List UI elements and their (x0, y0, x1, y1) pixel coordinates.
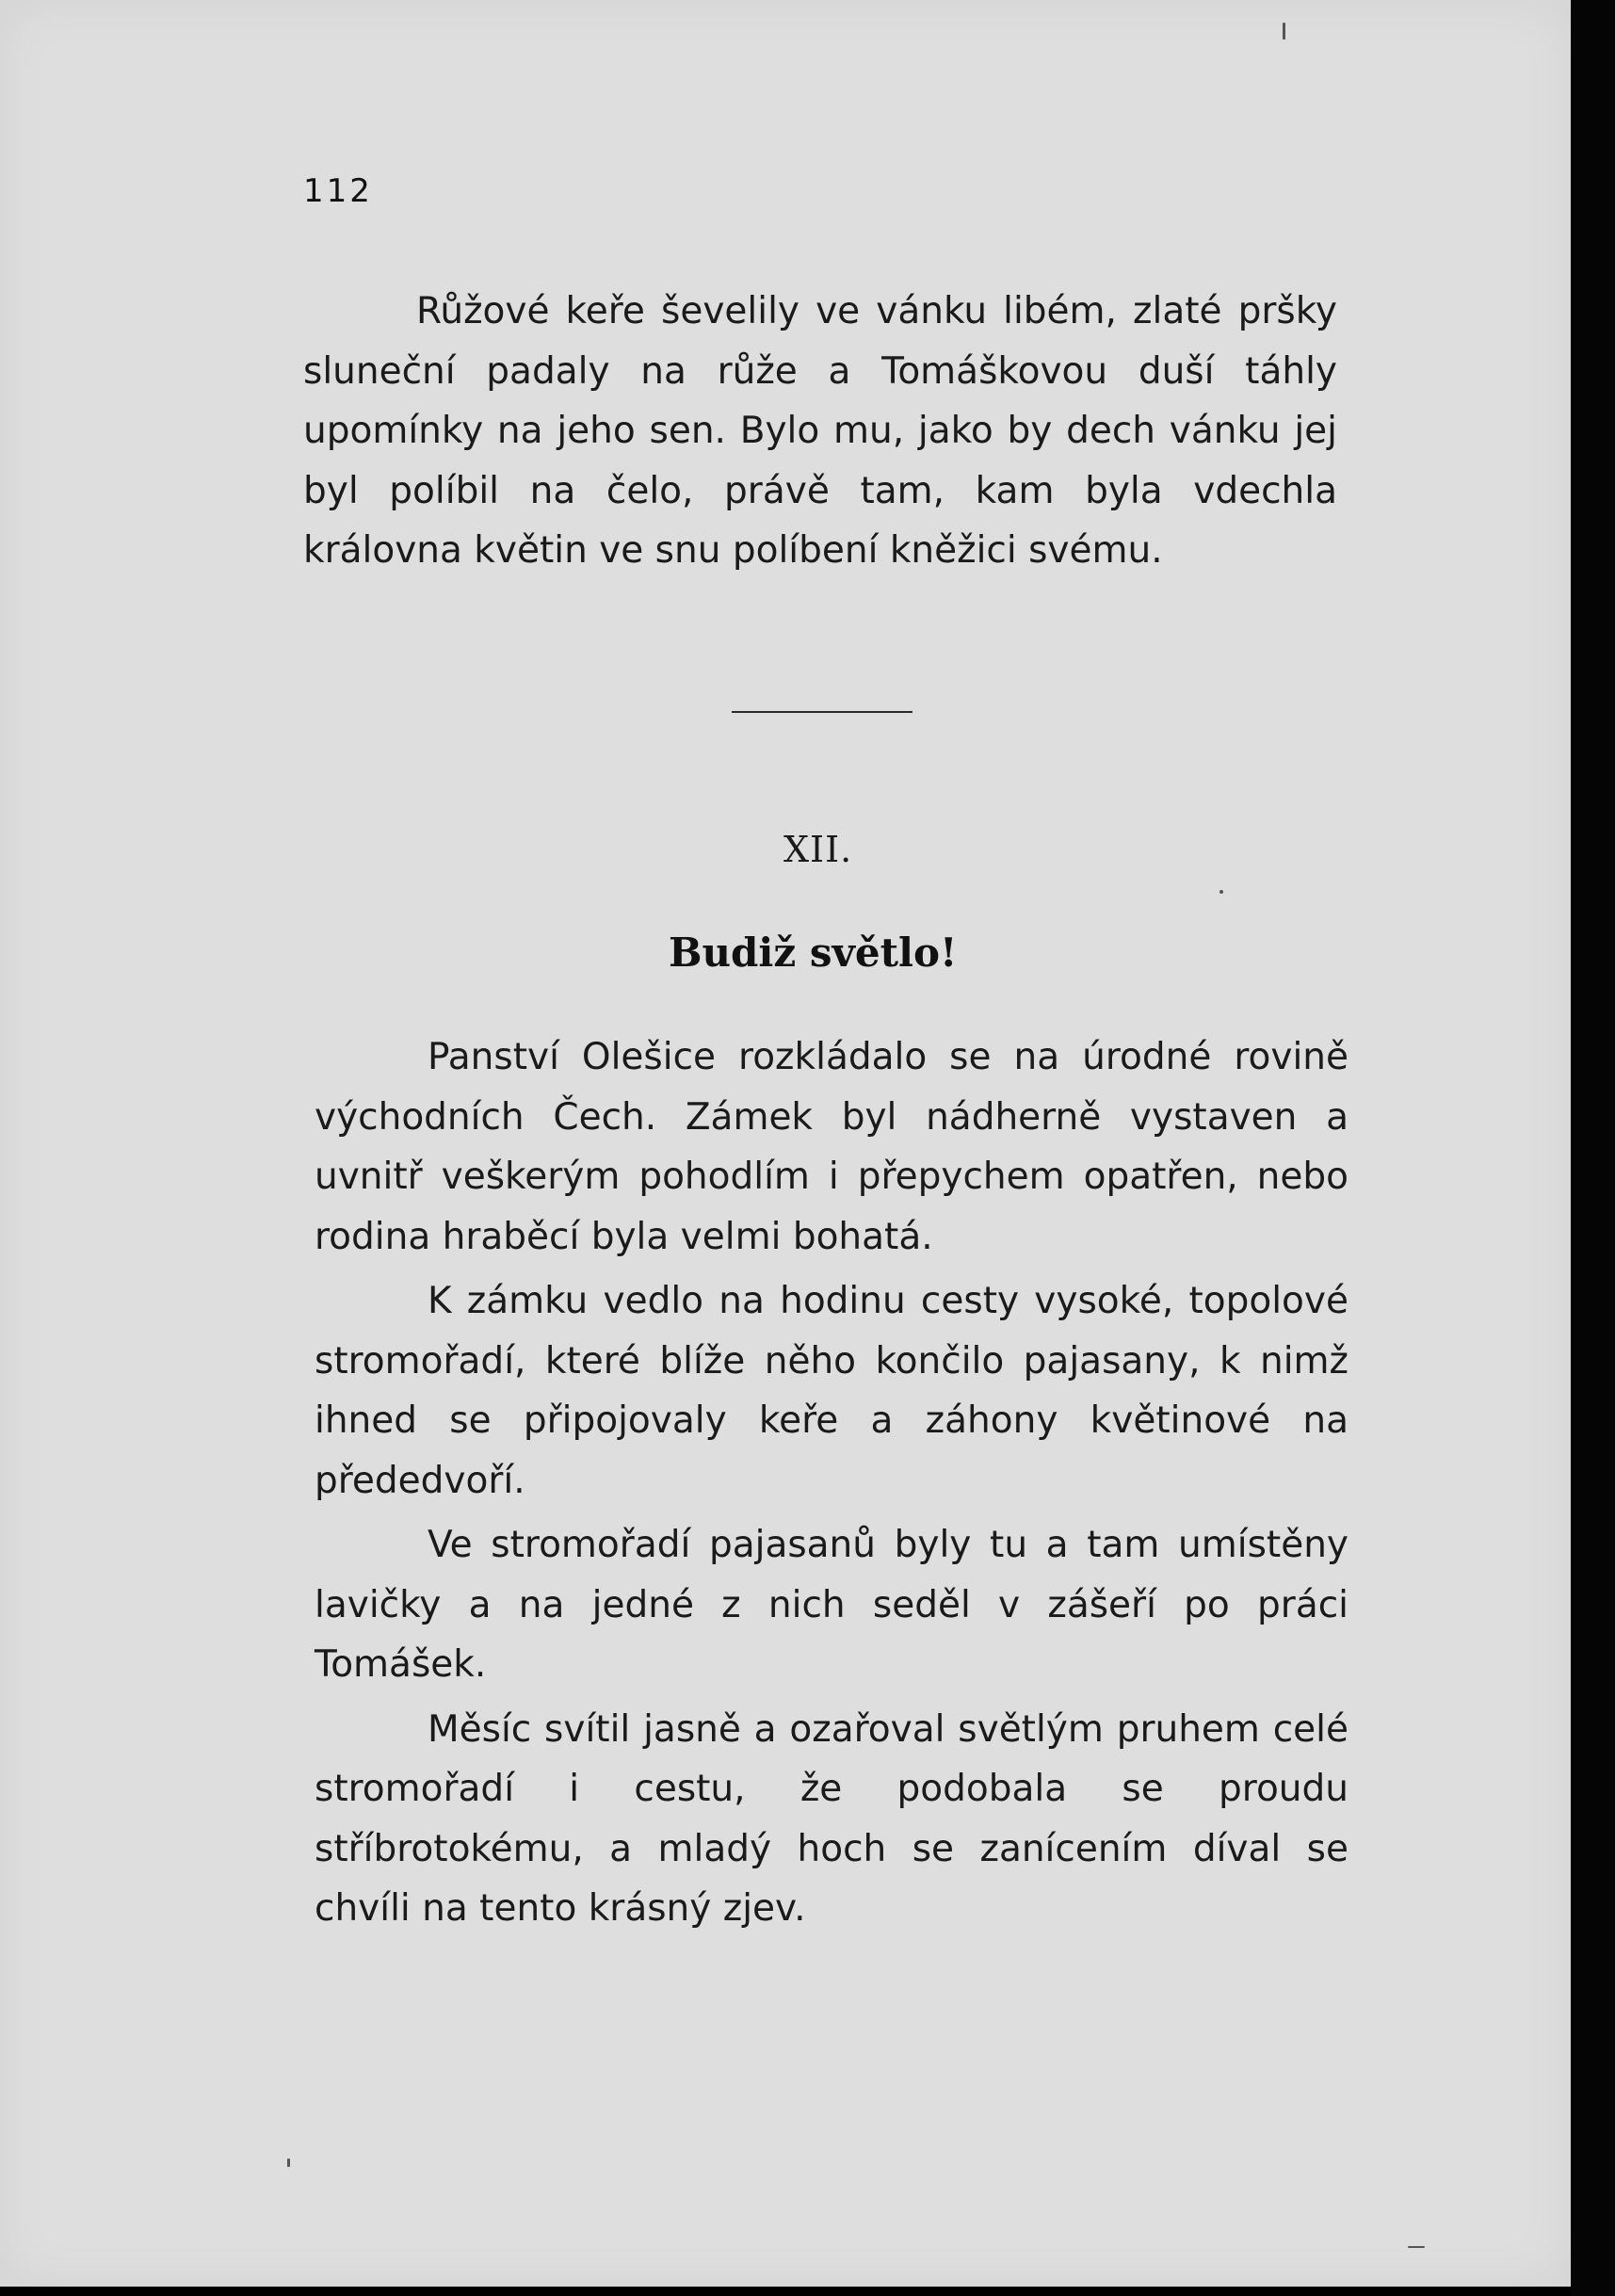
chapter-text-block (315, 1027, 1349, 1939)
paragraph: K zámku vedlo na hodinu cesty vysoké, topolové stromořadí, které blíže něho končilo pajasany, k nimž ihned se připojovaly keře a záhony květinové na přededvoří. (315, 1280, 1349, 1502)
paper-speck (1219, 890, 1223, 894)
paragraph: Měsíc svítil jasně a ozařoval světlým pruhem celé stromořadí i cestu, že podobala se proudu stříbrotokému, a mladý hoch se zanícením díval se chvíli na tento krásný zjev. (315, 1707, 1349, 1930)
section-separator (732, 711, 912, 713)
paper-speck (1408, 2246, 1425, 2248)
page-number: 112 (303, 172, 373, 210)
top-text-block (303, 282, 1337, 581)
paragraph: Růžové keře ševelily ve vánku libém, zlaté pršky sluneční padaly na růže a Tomáškovou duší táhly upomínky na jeho sen. Bylo mu, jako by dech vánku jej byl políbil na čelo, právě tam, kam byla vdechla královna květin ve snu políbení kněžici svému. (303, 290, 1337, 572)
scan-dark-edge (1571, 0, 1615, 2296)
paragraph: Panství Olešice rozkládalo se na úrodné rovině východních Čech. Zámek byl nádherně vystaven a uvnitř veškerým pohodlím i přepychem opatřen, nebo rodina hraběcí byla velmi bohatá. (315, 1036, 1349, 1258)
paper-speck (287, 2159, 290, 2167)
paragraph: Ve stromořadí pajasanů byly tu a tam umístěny lavičky a na jedné z nich seděl v zášeří po práci Tomášek. (315, 1524, 1349, 1686)
chapter-number: XII. (783, 829, 853, 870)
chapter-title: Budiž světlo! (669, 930, 958, 976)
paper-speck (1283, 23, 1285, 40)
